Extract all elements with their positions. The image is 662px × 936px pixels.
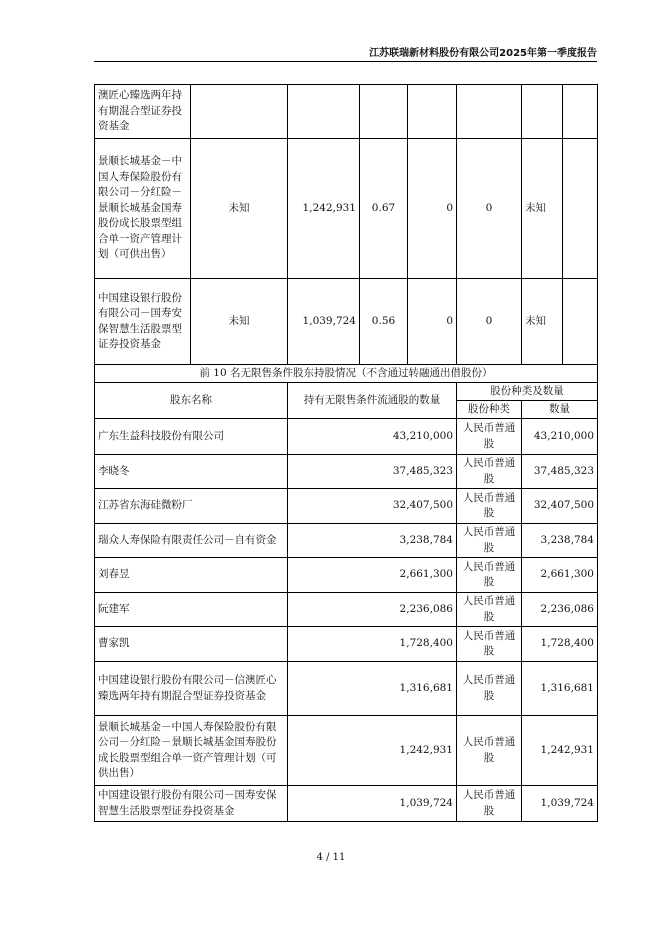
restricted-cell: 0 [408,139,457,279]
unrestricted-qty-header: 持有无限售条件流通股的数量 [288,383,457,419]
quantity-header: 数量 [522,401,598,419]
table-row [95,716,598,786]
unrestricted-qty-cell: 1,039,724 [288,786,457,822]
table-row [95,85,598,139]
share-type-cell: 人民币普通股 [457,593,522,627]
share-type-cell: 人民币普通股 [457,419,522,455]
pledged-cell [457,85,522,139]
table-row [95,279,598,365]
holder-name-cell: 澳匠心臻选两年持有期混合型证券投资基金 [95,85,191,139]
unrestricted-qty-cell: 43,210,000 [288,419,457,455]
unrestricted-qty-cell: 1,316,681 [288,662,457,716]
share-type-group-header: 股份种类及数量 [457,383,598,401]
share-type-cell: 人民币普通股 [457,558,522,593]
holder-name-cell: 李晓冬 [95,455,288,489]
share-type-cell: 人民币普通股 [457,716,522,786]
holder-name-cell: 江苏省东海硅微粉厂 [95,489,288,524]
holder-name-cell: 中国建设银行股份有限公司－信澳匠心臻选两年持有期混合型证券投资基金 [95,662,288,716]
table-row [95,455,598,489]
unrestricted-qty-cell: 3,238,784 [288,524,457,558]
table-row [95,593,598,627]
bottom-table-body [95,419,598,822]
share-type-header: 股份种类 [457,401,522,419]
nature-cell: 未知 [522,279,563,365]
quantity-cell: 1,242,931 [522,716,598,786]
share-type-cell: 人民币普通股 [457,524,522,558]
unrestricted-qty-cell: 2,236,086 [288,593,457,627]
shares-cell [288,85,360,139]
page-number: 4 / 11 [316,852,346,863]
unrestricted-qty-cell: 32,407,500 [288,489,457,524]
ratio-cell: 0.56 [360,279,408,365]
table-row [95,524,598,558]
unrestricted-qty-cell: 1,728,400 [288,627,457,662]
holder-name-cell: 刘春昱 [95,558,288,593]
quantity-cell: 3,238,784 [522,524,598,558]
quantity-cell: 1,728,400 [522,627,598,662]
holder-name-cell: 曹家凯 [95,627,288,662]
table-row [95,489,598,524]
quantity-cell: 1,316,681 [522,662,598,716]
header-rule [94,61,597,62]
share-type-cell: 人民币普通股 [457,786,522,822]
quantity-cell: 1,039,724 [522,786,598,822]
holder-name-cell: 瑞众人寿保险有限责任公司－自有资金 [95,524,288,558]
top-holders-table [94,84,598,365]
pledged-cell: 0 [457,279,522,365]
unrestricted-qty-cell: 37,485,323 [288,455,457,489]
extra-cell [563,279,598,365]
holder-name-cell: 广东生益科技股份有限公司 [95,419,288,455]
relation-cell: 未知 [191,139,288,279]
extra-cell [563,85,598,139]
table-row [95,419,598,455]
table-row [95,627,598,662]
ratio-cell: 0.67 [360,139,408,279]
nature-cell: 未知 [522,139,563,279]
unrestricted-qty-cell: 1,242,931 [288,716,457,786]
restricted-cell: 0 [408,279,457,365]
relation-cell: 未知 [191,279,288,365]
holder-name-cell: 阮建军 [95,593,288,627]
holder-name-cell: 中国建设银行股份有限公司－国寿安保智慧生活股票型证券投资基金 [95,279,191,365]
shares-cell: 1,039,724 [288,279,360,365]
share-type-cell: 人民币普通股 [457,662,522,716]
table-row [95,786,598,822]
quantity-cell: 2,236,086 [522,593,598,627]
header-row [95,383,598,401]
quantity-cell: 43,210,000 [522,419,598,455]
holder-name-header: 股东名称 [95,383,288,419]
table-row [95,662,598,716]
holder-name-cell: 景顺长城基金－中国人寿保险股份有限公司－分红险－景顺长城基金国寿股份成长股票型组合单一资产管理计划（可供出售） [95,716,288,786]
unrestricted-qty-cell: 2,661,300 [288,558,457,593]
holder-name-cell: 中国建设银行股份有限公司－国寿安保智慧生活股票型证券投资基金 [95,786,288,822]
section-title-row [95,365,598,383]
holder-name-cell: 景顺长城基金－中国人寿保险股份有限公司－分红险－景顺长城基金国寿股份成长股票型组合单一资产管理计划（可供出售） [95,139,191,279]
quantity-cell: 37,485,323 [522,455,598,489]
relation-cell [191,85,288,139]
shares-cell: 1,242,931 [288,139,360,279]
pledged-cell: 0 [457,139,522,279]
table-row [95,558,598,593]
table-row [95,139,598,279]
page-header: 江苏联瑞新材料股份有限公司2025年第一季度报告 [369,48,597,59]
ratio-cell [360,85,408,139]
share-type-cell: 人民币普通股 [457,627,522,662]
quantity-cell: 2,661,300 [522,558,598,593]
restricted-cell [408,85,457,139]
share-type-cell: 人民币普通股 [457,489,522,524]
unrestricted-holders-table [94,364,598,822]
quantity-cell: 32,407,500 [522,489,598,524]
extra-cell [563,139,598,279]
section-title: 前 10 名无限售条件股东持股情况（不含通过转融通出借股份） [95,365,598,383]
nature-cell [522,85,563,139]
share-type-cell: 人民币普通股 [457,455,522,489]
